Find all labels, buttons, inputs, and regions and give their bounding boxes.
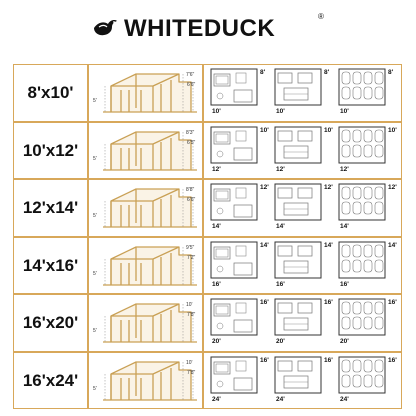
floor-plan-cell — [203, 122, 402, 180]
tent-illustration — [91, 356, 201, 408]
floor-plan-drawing — [338, 68, 386, 106]
plan-width-label: 14' — [276, 223, 285, 230]
floor-plan-drawing — [274, 241, 322, 279]
eave-height-label: 6'5" — [187, 139, 196, 146]
plan-width-label: 14' — [212, 223, 221, 230]
eave-height-label: 7'8" — [187, 312, 196, 318]
floor-plan-drawing — [274, 126, 322, 164]
floor-plan-drawing — [210, 241, 258, 279]
size-cell — [13, 237, 88, 295]
plan-width-label: 12' — [340, 165, 349, 173]
size-row — [13, 179, 402, 237]
tent-cell — [88, 294, 203, 352]
floor-plan-layout — [274, 298, 334, 345]
floor-plan-layout — [210, 68, 270, 115]
floor-plan-drawing — [274, 183, 322, 221]
floor-plan-layout — [338, 298, 398, 345]
plan-depth-label: 16' — [260, 356, 269, 364]
size-comparison-table — [13, 64, 402, 409]
tent-illustration — [91, 298, 201, 350]
floor-plan-drawing — [338, 298, 386, 336]
wall-height-label: 5' — [93, 270, 97, 277]
floor-plan-drawing — [210, 356, 258, 394]
size-cell — [13, 122, 88, 180]
plan-depth-label: 14' — [324, 241, 333, 249]
peak-height-label: 9'5" — [186, 244, 195, 251]
size-row — [13, 294, 402, 352]
plan-depth-label: 14' — [388, 241, 397, 249]
size-label: 12'x14' — [22, 198, 79, 217]
floor-plan-drawing — [274, 68, 322, 106]
floor-plan-layout — [338, 68, 398, 115]
eave-height-label: 7'2" — [187, 254, 196, 261]
peak-height-label: 7'6" — [186, 72, 195, 78]
eave-height-label: 6'6" — [187, 82, 196, 88]
wall-height-label: 5' — [93, 98, 97, 104]
wall-height-label: 5' — [93, 213, 97, 219]
size-label: 10'x12' — [22, 140, 79, 160]
tent-illustration — [91, 68, 201, 120]
plan-width-label: 12' — [212, 165, 221, 173]
plan-depth-label: 10' — [260, 126, 269, 134]
tent-drawing — [91, 126, 201, 178]
wall-height-label: 5' — [93, 328, 97, 334]
floor-plan-drawing — [338, 183, 386, 221]
plan-width-label: 14' — [340, 223, 349, 230]
floor-plan-drawing — [210, 68, 258, 106]
tent-cell — [88, 179, 203, 237]
plan-depth-label: 10' — [388, 126, 397, 134]
floor-plan-layout — [338, 241, 398, 288]
tent-illustration — [91, 183, 201, 235]
floor-plan-layout — [274, 126, 334, 173]
peak-height-label: 10' — [186, 359, 193, 366]
plan-width-label: 16' — [212, 280, 221, 288]
duck-icon — [90, 12, 120, 42]
floor-plan-layout — [338, 183, 398, 230]
floor-plan-layout — [210, 183, 270, 230]
floor-plan-cell — [203, 294, 402, 352]
tent-illustration — [91, 126, 201, 178]
plan-depth-label: 16' — [324, 299, 333, 306]
floor-plan-cell — [203, 179, 402, 237]
registered-mark: ® — [318, 12, 324, 21]
size-row — [13, 237, 402, 295]
plan-width-label: 20' — [340, 338, 349, 345]
plan-depth-label: 16' — [324, 356, 333, 364]
plan-depth-label: 16' — [388, 356, 397, 364]
tent-illustration — [91, 241, 201, 293]
plan-depth-label: 10' — [324, 126, 333, 134]
size-row — [13, 122, 402, 180]
wall-height-label: 5' — [93, 385, 97, 392]
tent-cell — [88, 237, 203, 295]
plan-depth-label: 14' — [260, 241, 269, 249]
plan-depth-label: 12' — [388, 184, 397, 191]
tent-drawing — [91, 298, 201, 350]
floor-plan-layout — [210, 126, 270, 173]
wall-height-label: 5' — [93, 155, 97, 162]
plan-depth-label: 12' — [324, 184, 333, 191]
floor-plan-layout — [338, 356, 398, 403]
size-label: 16'x20' — [22, 313, 79, 332]
tent-cell — [88, 122, 203, 180]
floor-plan-layout — [338, 126, 398, 173]
plan-depth-label: 12' — [260, 184, 269, 191]
size-label: 14'x16' — [22, 255, 79, 275]
plan-depth-label: 8' — [388, 69, 394, 76]
plan-width-label: 10' — [340, 108, 349, 115]
size-row — [13, 352, 402, 410]
size-cell — [13, 64, 88, 122]
peak-height-label: 8'3" — [186, 129, 195, 136]
floor-plan-drawing — [338, 356, 386, 394]
plan-width-label: 24' — [276, 395, 285, 403]
floor-plan-cell — [203, 64, 402, 122]
plan-depth-label: 16' — [388, 299, 397, 306]
plan-depth-label: 8' — [324, 69, 330, 76]
floor-plan-drawing — [210, 183, 258, 221]
eave-height-label: 6'6" — [187, 197, 196, 203]
plan-width-label: 24' — [340, 395, 349, 403]
plan-width-label: 16' — [276, 280, 285, 288]
floor-plan-drawing — [210, 126, 258, 164]
plan-width-label: 20' — [212, 338, 221, 345]
tent-drawing — [91, 183, 201, 235]
eave-height-label: 7'8" — [187, 369, 196, 376]
tent-cell — [88, 352, 203, 410]
size-row — [13, 64, 402, 122]
peak-height-label: 8'8" — [186, 187, 195, 193]
floor-plan-layout — [210, 241, 270, 288]
size-label: 8'x10' — [27, 83, 74, 102]
floor-plan-drawing — [338, 126, 386, 164]
peak-height-label: 10' — [186, 302, 193, 308]
brand-name: WHITEDUCK — [124, 15, 276, 42]
floor-plan-drawing — [210, 298, 258, 336]
floor-plan-layout — [274, 68, 334, 115]
floor-plan-layout — [274, 183, 334, 230]
floor-plan-cell — [203, 237, 402, 295]
plan-width-label: 10' — [212, 108, 221, 115]
tent-cell — [88, 64, 203, 122]
plan-width-label: 20' — [276, 338, 285, 345]
floor-plan-layout — [210, 298, 270, 345]
size-cell — [13, 294, 88, 352]
tent-drawing — [91, 241, 201, 293]
floor-plan-layout — [274, 356, 334, 403]
tent-drawing — [91, 356, 201, 408]
plan-depth-label: 8' — [260, 69, 266, 76]
size-label: 16'x24' — [22, 370, 79, 390]
floor-plan-drawing — [338, 241, 386, 279]
size-cell — [13, 179, 88, 237]
floor-plan-drawing — [274, 356, 322, 394]
floor-plan-layout — [274, 241, 334, 288]
floor-plan-layout — [210, 356, 270, 403]
plan-width-label: 16' — [340, 280, 349, 288]
floor-plan-drawing — [274, 298, 322, 336]
header — [0, 0, 416, 56]
plan-width-label: 12' — [276, 165, 285, 173]
tent-drawing — [91, 68, 201, 120]
plan-width-label: 24' — [212, 395, 221, 403]
floor-plan-cell — [203, 352, 402, 410]
plan-depth-label: 16' — [260, 299, 269, 306]
plan-width-label: 10' — [276, 108, 285, 115]
size-cell — [13, 352, 88, 410]
